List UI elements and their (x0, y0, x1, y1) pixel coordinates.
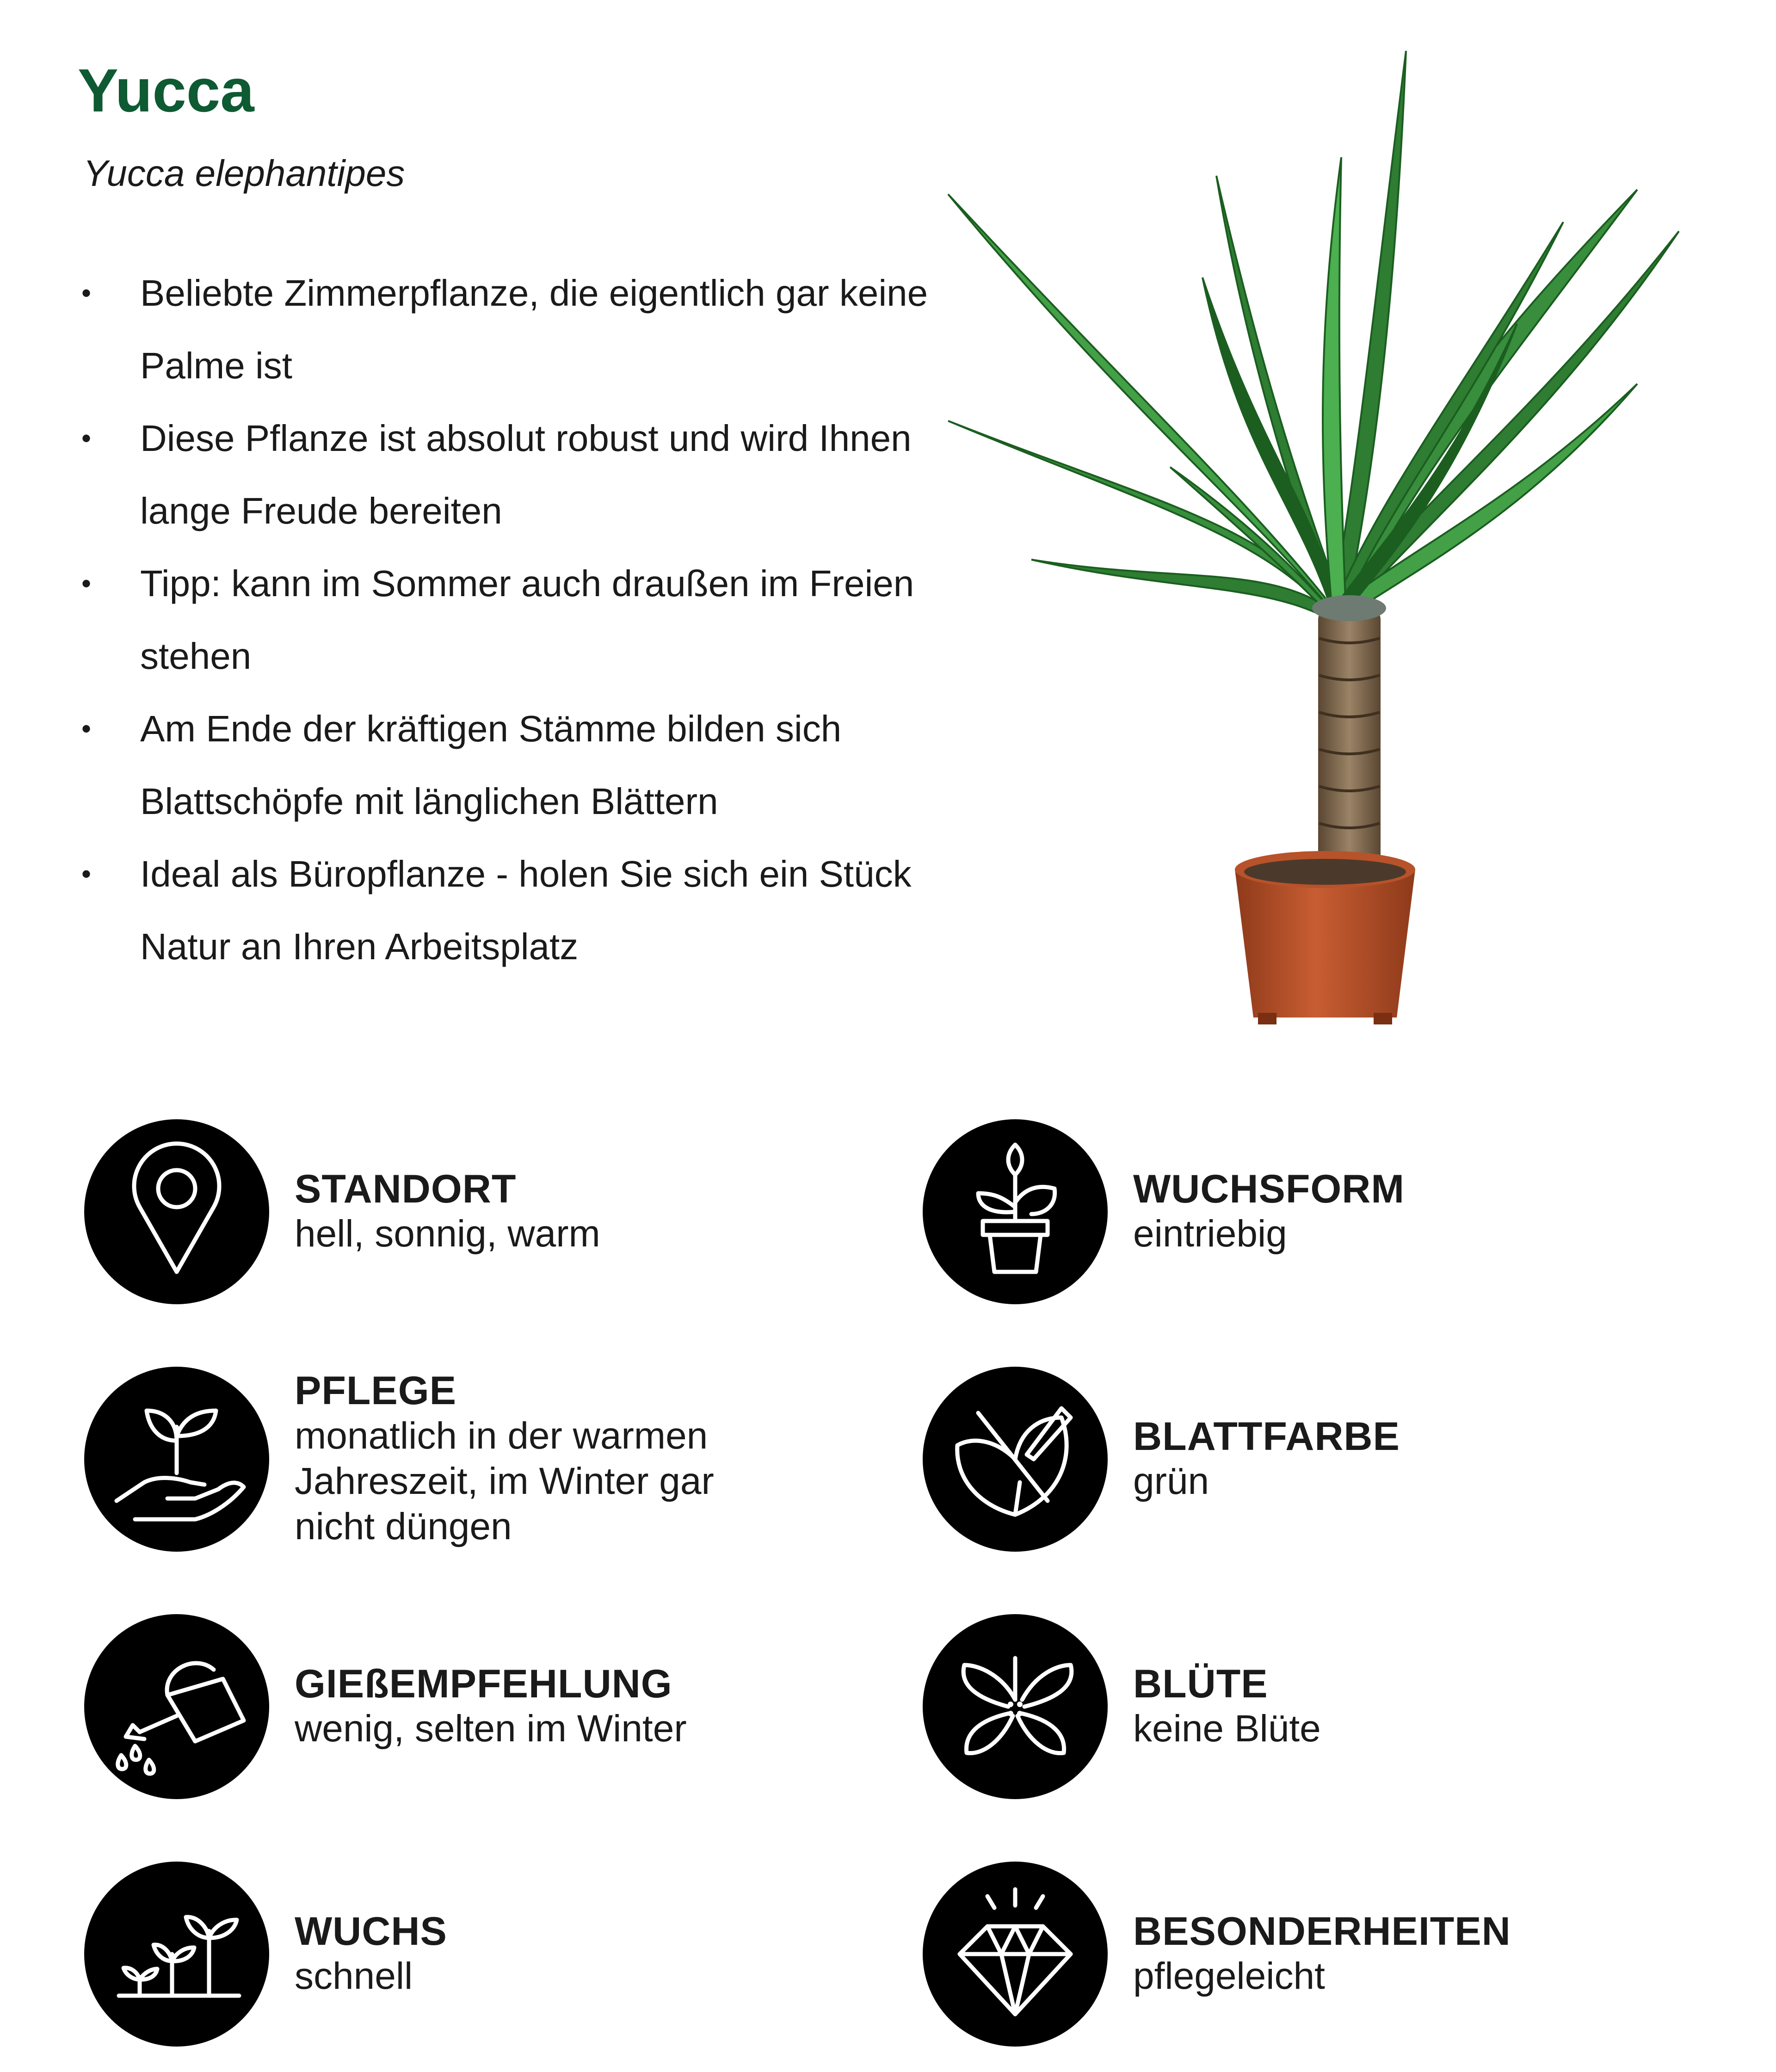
feature-value: pflegeleicht (1133, 1955, 1325, 1997)
flower-icon (923, 1614, 1108, 1799)
feature-value: hell, sonnig, warm (295, 1212, 600, 1255)
feature-label: BESONDERHEITEN (1133, 1909, 1511, 1954)
feature-value: schnell (295, 1955, 413, 1997)
page-title: Yucca (78, 56, 254, 124)
feature-label: BLATTFARBE (1133, 1414, 1400, 1459)
feature-besonderheiten (923, 1862, 1732, 2056)
bullet-item: • Ideal als Büropflanze - holen Sie sich ein Stück Natur an Ihren Arbeitsplatz (78, 838, 933, 983)
feature-label: WUCHS (295, 1909, 447, 1954)
botanical-name: Yucca elephantipes (83, 153, 405, 194)
bullet-dot-icon: • (81, 713, 92, 744)
bullet-item: • Tipp: kann im Sommer auch draußen im Freien stehen (78, 547, 933, 692)
feature-giessempfehlung (84, 1614, 894, 1808)
feature-pflege (84, 1367, 894, 1561)
feature-value: grün (1133, 1460, 1209, 1502)
watering-can-icon (84, 1614, 269, 1799)
feature-label: STANDORT (295, 1166, 517, 1211)
feature-label: BLÜTE (1133, 1661, 1268, 1706)
feature-bluete (923, 1614, 1732, 1808)
sprouts-growth-icon (84, 1862, 269, 2047)
feature-label: GIEßEMPFEHLUNG (295, 1661, 672, 1706)
feature-value: wenig, selten im Winter (295, 1707, 687, 1750)
feature-standort (84, 1119, 894, 1314)
feature-bullet-list (78, 257, 933, 983)
feature-wuchsform (923, 1119, 1732, 1314)
feature-wuchs (84, 1862, 894, 2056)
bullet-item: • Diese Pflanze ist absolut robust und wird Ihnen lange Freude bereiten (78, 402, 933, 547)
bullet-dot-icon: • (81, 278, 92, 308)
leaf-brush-icon (923, 1367, 1108, 1552)
bullet-item: • Beliebte Zimmerpflanze, die eigentlich gar keine Palme ist (78, 257, 933, 402)
bullet-item: • Am Ende der kräftigen Stämme bilden sich Blattschöpfe mit länglichen Blättern (78, 692, 933, 838)
bullet-dot-icon: • (81, 423, 92, 454)
potted-plant-icon (923, 1119, 1108, 1304)
feature-blattfarbe (923, 1367, 1732, 1561)
bullet-dot-icon: • (81, 568, 92, 599)
feature-label: PFLEGE (295, 1369, 457, 1413)
feature-value: eintriebig (1133, 1212, 1287, 1255)
diamond-icon (923, 1862, 1108, 2047)
feature-value: monatlich in der warmen Jahreszeit, im Winter gar nicht düngen (295, 1414, 714, 1548)
bullet-dot-icon: • (81, 858, 92, 889)
yucca-plant-image (916, 37, 1748, 1031)
feature-value: keine Blüte (1133, 1707, 1321, 1750)
feature-label: WUCHSFORM (1133, 1166, 1405, 1211)
map-pin-icon (84, 1119, 269, 1304)
hand-seedling-icon (84, 1367, 269, 1552)
